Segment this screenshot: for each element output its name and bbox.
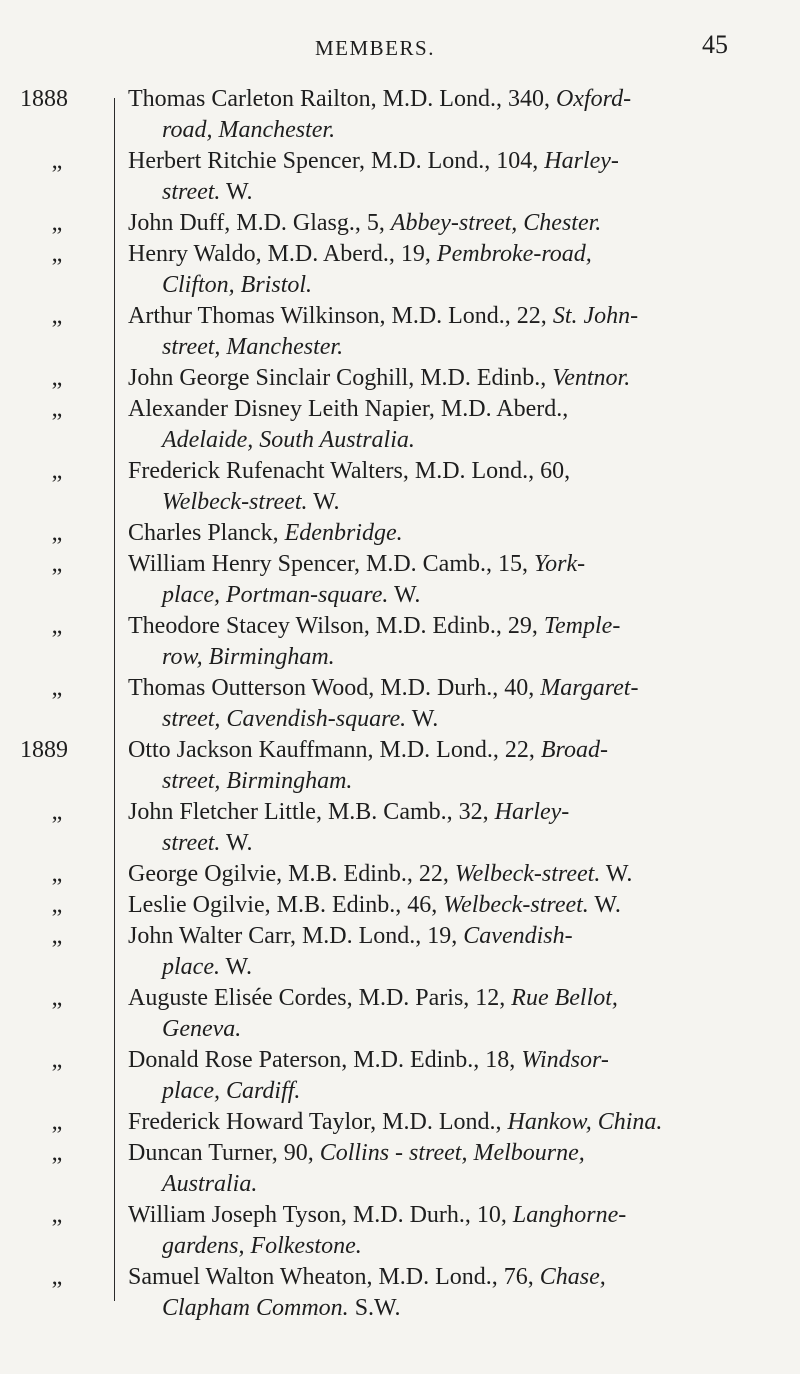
member-address: Geneva. [162,1016,242,1042]
election-year: „ [51,923,63,949]
election-year: „ [51,613,63,639]
election-year: „ [51,365,63,391]
member-entry [0,673,800,735]
member-address: Harley- [494,799,570,825]
member-address: Clapham Common. [162,1295,349,1321]
member-name-degree: Otto Jackson Kauffmann, M.D. Lond., 22, [128,737,541,763]
postal-district: W. [220,179,253,205]
election-year: „ [51,1140,63,1166]
member-text [128,456,768,518]
election-year: „ [51,799,63,825]
member-text [128,301,768,363]
member-address-continued [128,704,768,735]
member-entry [0,1107,800,1138]
member-address: place. [162,954,220,980]
member-address: street, Manchester. [162,334,344,360]
member-text [128,1138,768,1200]
election-year: „ [51,1047,63,1073]
member-name-degree: Duncan Turner, 90, [128,1140,320,1166]
member-entry [0,456,800,518]
member-entry [0,983,800,1045]
member-text [128,1107,768,1138]
member-address: Welbeck-street. [162,489,308,515]
member-name-degree: George Ogilvie, M.B. Edinb., 22, [128,861,455,887]
member-address: Hankow, China. [507,1109,663,1135]
member-name-degree: Frederick Howard Taylor, M.D. Lond., [128,1109,508,1135]
member-name-degree: Thomas Carleton Railton, M.D. Lond., 340, [128,86,556,112]
member-address-continued [128,580,768,611]
postal-district: W. [307,489,340,515]
election-year: „ [51,241,63,267]
member-address-continued [128,1169,768,1200]
member-address: Abbey-street, Chester. [390,210,602,236]
member-address: York- [534,551,586,577]
member-address: St. John- [552,303,639,329]
member-text [128,611,768,673]
member-entry [0,146,800,208]
member-entry [0,1138,800,1200]
postal-district: W. [388,582,421,608]
election-year: „ [51,861,63,887]
member-name-degree: Donald Rose Paterson, M.D. Edinb., 18, [128,1047,522,1073]
member-address-continued [128,425,768,456]
member-entry [0,549,800,611]
member-text [128,921,768,983]
postal-district: W. [600,861,633,887]
member-address-continued [128,177,768,208]
member-address-continued [128,1231,768,1262]
member-address: Langhorne- [512,1202,627,1228]
member-address: Clifton, Bristol. [162,272,313,298]
member-text [128,983,768,1045]
postal-district: S.W. [348,1295,401,1321]
postal-district: W. [220,830,253,856]
election-year: „ [51,1109,63,1135]
member-address: Broad- [540,737,608,763]
member-address: Chase, [539,1264,606,1290]
member-address-continued [128,270,768,301]
member-name-degree: Thomas Outterson Wood, M.D. Durh., 40, [128,675,541,701]
member-address: street. [162,179,221,205]
member-text [128,1262,768,1324]
member-text [128,1200,768,1262]
member-entry [0,518,800,549]
member-address: Ventnor. [552,365,631,391]
member-name-degree: Leslie Ogilvie, M.B. Edinb., 46, [128,892,444,918]
member-address: Cavendish- [463,923,573,949]
member-address-continued [128,642,768,673]
election-year: „ [51,520,63,546]
member-address-continued [128,1014,768,1045]
member-address: Rue Bellot, [511,985,618,1011]
election-year: „ [51,551,63,577]
member-entry [0,208,800,239]
member-entry [0,859,800,890]
member-text [128,1045,768,1107]
page-number: 45 [702,30,728,59]
member-address: Windsor- [521,1047,609,1073]
member-address: Adelaide, South Australia. [162,427,415,453]
member-name-degree: Frederick Rufenacht Walters, M.D. Lond., 60, [128,458,571,484]
election-year: „ [51,303,63,329]
member-entry [0,1262,800,1324]
member-name-degree: John Fletcher Little, M.B. Camb., 32, [128,799,495,825]
member-address: Welbeck-street. [454,861,601,887]
member-entry [0,239,800,301]
member-address-continued [128,487,768,518]
election-year: „ [51,148,63,174]
election-year: „ [51,210,63,236]
election-year: „ [51,892,63,918]
member-entry [0,797,800,859]
member-entry [0,394,800,456]
member-address: Welbeck-street. [443,892,589,918]
member-text [128,890,768,921]
member-address-continued [128,766,768,797]
member-address-continued [128,828,768,859]
member-entry [0,1200,800,1262]
member-address: Edenbridge. [284,520,403,546]
member-address: Oxford- [555,86,632,112]
election-year: „ [51,1264,63,1290]
election-year: 1888 [20,86,68,112]
member-name-degree: Charles Planck, [128,520,285,546]
postal-district: W. [406,706,439,732]
member-text [128,673,768,735]
member-name-degree: John Walter Carr, M.D. Lond., 19, [128,923,464,949]
member-entry [0,1045,800,1107]
member-list [0,84,800,1324]
member-entry [0,890,800,921]
member-address: Collins - street, Melbourne, [319,1140,585,1166]
running-head: MEMBERS. [315,36,435,60]
member-entry [0,84,800,146]
member-name-degree: Henry Waldo, M.D. Aberd., 19, [128,241,437,267]
election-year: „ [51,1202,63,1228]
member-entry [0,735,800,797]
election-year: „ [51,458,63,484]
election-year: „ [51,985,63,1011]
member-address: Harley- [544,148,619,174]
member-address: street, Birmingham. [162,768,353,794]
election-year: „ [51,396,63,422]
member-name-degree: William Henry Spencer, M.D. Camb., 15, [128,551,534,577]
member-text [128,394,768,456]
member-address-continued [128,115,768,146]
member-text [128,518,768,549]
member-text [128,363,768,394]
member-address: street. [162,830,221,856]
member-address: place, Portman-square. [162,582,389,608]
election-year: 1889 [20,737,68,763]
member-name-degree: Herbert Ritchie Spencer, M.D. Lond., 104, [128,148,545,174]
member-text [128,208,768,239]
member-name-degree: John Duff, M.D. Glasg., 5, [128,210,391,236]
member-address-continued [128,332,768,363]
member-name-degree: Samuel Walton Wheaton, M.D. Lond., 76, [128,1264,540,1290]
postal-district: W. [219,954,252,980]
member-text [128,549,768,611]
member-address: street, Cavendish-square. [162,706,407,732]
member-text [128,146,768,208]
member-name-degree: Theodore Stacey Wilson, M.D. Edinb., 29, [128,613,544,639]
member-address: Temple- [543,613,621,639]
member-entry [0,301,800,363]
member-name-degree: Auguste Elisée Cordes, M.D. Paris, 12, [128,985,512,1011]
member-address-continued [128,1076,768,1107]
member-address: place, Cardiff. [162,1078,301,1104]
member-entry [0,611,800,673]
member-text [128,84,768,146]
member-address: gardens, Folkestone. [162,1233,362,1259]
page-header [0,30,800,70]
member-entry [0,921,800,983]
member-name-degree: William Joseph Tyson, M.D. Durh., 10, [128,1202,513,1228]
member-address: Margaret- [540,675,639,701]
member-text [128,859,768,890]
member-entry [0,363,800,394]
member-address-continued [128,952,768,983]
member-address: row, Birmingham. [162,644,335,670]
member-text [128,735,768,797]
member-address: Australia. [162,1171,258,1197]
member-address-continued [128,1293,768,1324]
member-name-degree: Alexander Disney Leith Napier, M.D. Aberd., [128,396,569,422]
member-address: road, Manchester. [162,117,336,143]
member-text [128,239,768,301]
member-name-degree: John George Sinclair Coghill, M.D. Edinb., [128,365,553,391]
member-text [128,797,768,859]
member-name-degree: Arthur Thomas Wilkinson, M.D. Lond., 22, [128,303,553,329]
election-year: „ [51,675,63,701]
member-address: Pembroke-road, [436,241,592,267]
postal-district: W. [588,892,621,918]
